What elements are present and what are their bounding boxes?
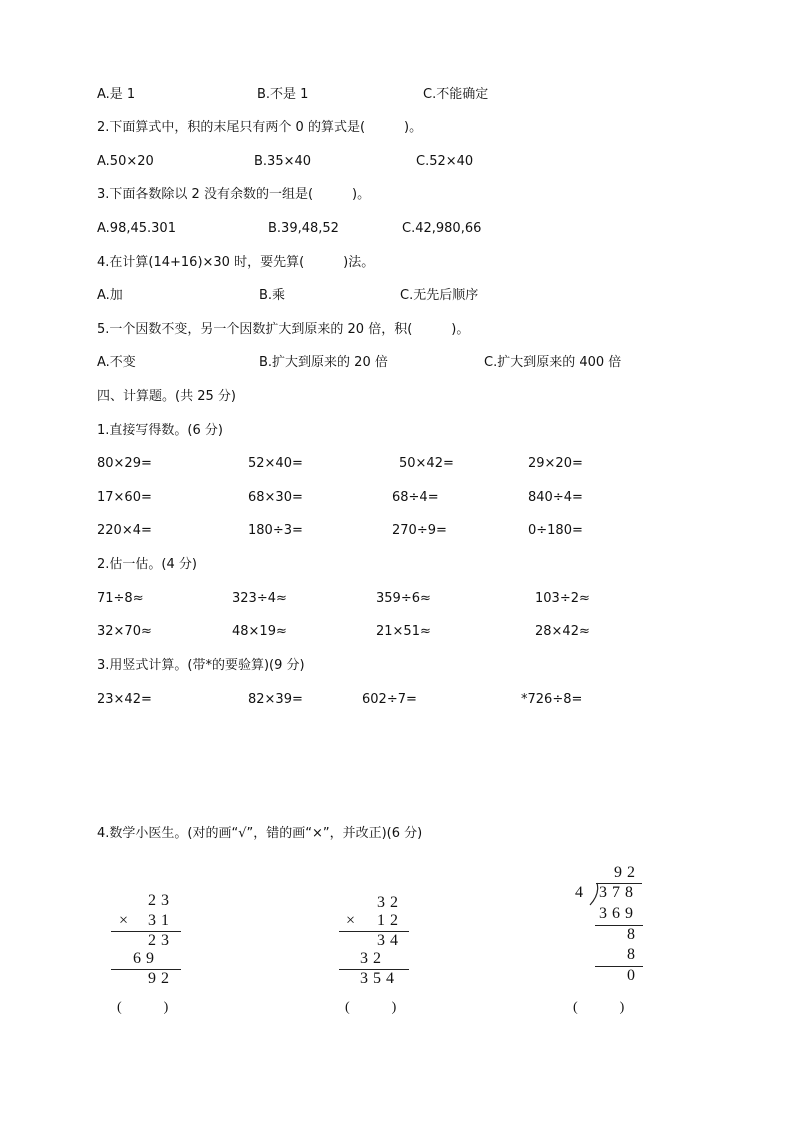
calc-item: 0÷180= bbox=[528, 523, 583, 538]
question-4: 4.在计算(14+16)×30 时，要先算( )法。 bbox=[97, 255, 375, 270]
partial-product: 69 bbox=[133, 950, 159, 967]
option-b: B.不是 1 bbox=[257, 87, 309, 102]
question-3: 3.下面各数除以 2 没有余数的一组是( )。 bbox=[97, 187, 371, 202]
estimate-item: 359÷6≈ bbox=[376, 591, 431, 606]
calc-1-title: 1.直接写得数。(6 分) bbox=[97, 423, 223, 438]
calc-item: 29×20= bbox=[528, 456, 583, 471]
vertical-item: *726÷8= bbox=[521, 692, 583, 707]
q5-option-b: B.扩大到原来的 20 倍 bbox=[259, 355, 388, 370]
q4-option-c: C.无先后顺序 bbox=[400, 288, 479, 303]
question-2: 2.下面算式中，积的末尾只有两个 0 的算式是( )。 bbox=[97, 120, 423, 135]
vertical-item: 602÷7= bbox=[362, 692, 417, 707]
multiplicand: 23 bbox=[148, 892, 174, 909]
partial-product: 23 bbox=[148, 932, 174, 949]
remainder-step: 8 bbox=[627, 926, 640, 943]
option-a: A.是 1 bbox=[97, 87, 136, 102]
q4-option-b: B.乘 bbox=[259, 288, 286, 303]
calc-2-title: 2.估一估。(4 分) bbox=[97, 557, 197, 572]
estimate-item: 71÷8≈ bbox=[97, 591, 144, 606]
calc-item: 68÷4= bbox=[392, 490, 439, 505]
product: 92 bbox=[148, 970, 174, 987]
calc-item: 68×30= bbox=[248, 490, 303, 505]
calc-item: 52×40= bbox=[248, 456, 303, 471]
section-title: 四、计算题。(共 25 分) bbox=[97, 389, 236, 404]
q5-option-a: A.不变 bbox=[97, 355, 136, 370]
vertical-item: 82×39= bbox=[248, 692, 303, 707]
estimate-item: 28×42≈ bbox=[535, 624, 590, 639]
answer-blank[interactable]: ( ) bbox=[573, 1000, 625, 1015]
q3-option-b: B.39,48,52 bbox=[268, 221, 339, 236]
estimate-item: 48×19≈ bbox=[232, 624, 287, 639]
q3-option-c: C.42,980,66 bbox=[402, 221, 482, 236]
q3-option-a: A.98,45.301 bbox=[97, 221, 176, 236]
estimate-item: 103÷2≈ bbox=[535, 591, 590, 606]
times-sign: × bbox=[119, 912, 134, 929]
subtract-line: 8 bbox=[627, 946, 640, 963]
calc-item: 840÷4= bbox=[528, 490, 583, 505]
q4-option-a: A.加 bbox=[97, 288, 123, 303]
q2-option-b: B.35×40 bbox=[254, 154, 312, 169]
quotient: 92 bbox=[614, 864, 640, 881]
answer-blank[interactable]: ( ) bbox=[117, 1000, 169, 1015]
vertical-item: 23×42= bbox=[97, 692, 152, 707]
times-sign: × bbox=[346, 912, 361, 929]
estimate-item: 323÷4≈ bbox=[232, 591, 287, 606]
partial-product: 34 bbox=[377, 932, 403, 949]
dividend: 378 bbox=[599, 884, 638, 901]
answer-blank[interactable]: ( ) bbox=[345, 1000, 397, 1015]
calc-item: 17×60= bbox=[97, 490, 152, 505]
calc-3-title: 3.用竖式计算。(带*的要验算)(9 分) bbox=[97, 658, 305, 673]
option-c: C.不能确定 bbox=[423, 87, 489, 102]
calc-item: 50×42= bbox=[399, 456, 454, 471]
question-5: 5.一个因数不变，另一个因数扩大到原来的 20 倍，积( )。 bbox=[97, 322, 470, 337]
calc-item: 220×4= bbox=[97, 523, 152, 538]
calc-item: 80×29= bbox=[97, 456, 152, 471]
subtract-line: 369 bbox=[599, 905, 638, 922]
remainder: 0 bbox=[627, 967, 640, 984]
multiplier: 12 bbox=[377, 912, 403, 929]
product: 354 bbox=[360, 970, 399, 987]
partial-product: 32 bbox=[360, 950, 386, 967]
calc-4-title: 4.数学小医生。(对的画“√”，错的画“×”，并改正)(6 分) bbox=[97, 826, 423, 841]
multiplicand: 32 bbox=[377, 894, 403, 911]
calc-item: 270÷9= bbox=[392, 523, 447, 538]
divisor: 4 bbox=[575, 884, 588, 901]
calc-item: 180÷3= bbox=[248, 523, 303, 538]
q2-option-c: C.52×40 bbox=[416, 154, 474, 169]
q2-option-a: A.50×20 bbox=[97, 154, 154, 169]
estimate-item: 21×51≈ bbox=[376, 624, 431, 639]
q5-option-c: C.扩大到原来的 400 倍 bbox=[484, 355, 622, 370]
estimate-item: 32×70≈ bbox=[97, 624, 152, 639]
multiplier: 31 bbox=[148, 912, 174, 929]
